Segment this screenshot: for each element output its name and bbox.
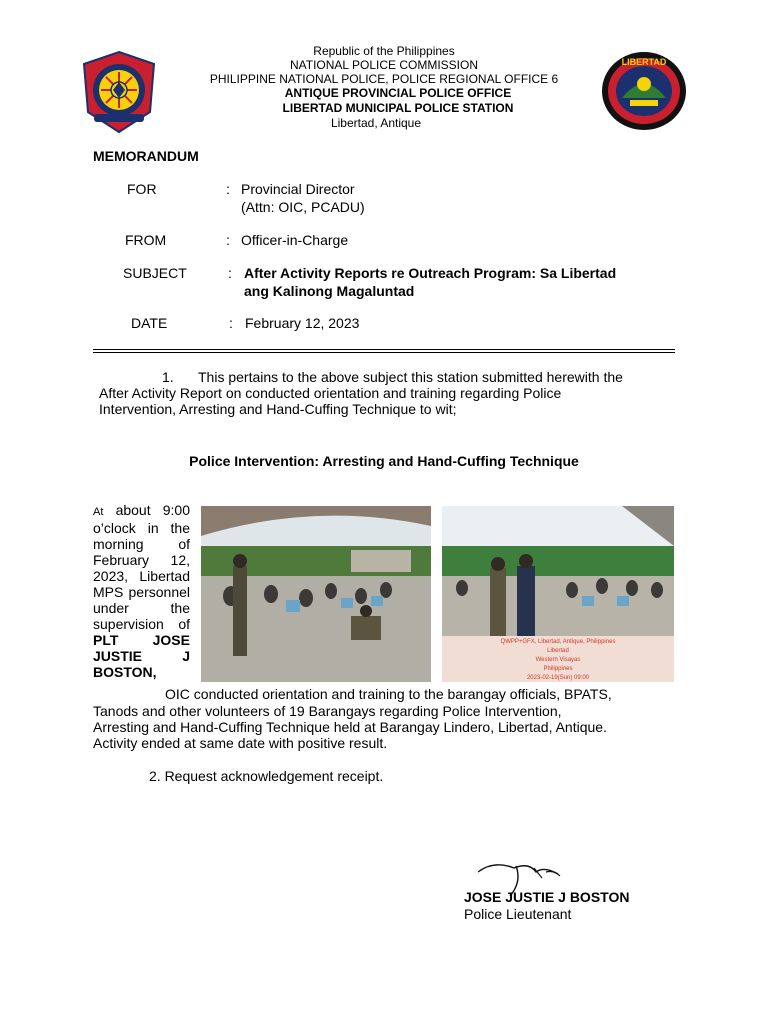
date-colon: : xyxy=(229,315,233,331)
geotag-line4: Philippines xyxy=(543,666,573,672)
para1-line3: Intervention, Arresting and Hand-Cuffing Technique to wit; xyxy=(99,401,457,417)
header-antique-ppo: ANTIQUE PROVINCIAL POLICE OFFICE xyxy=(284,86,512,100)
narrow-paragraph xyxy=(93,502,190,680)
activity-photo-left xyxy=(201,506,431,682)
divider-bottom xyxy=(93,352,675,353)
for-label: FOR xyxy=(127,181,157,197)
para2: 2. Request acknowledgement receipt. xyxy=(149,768,384,784)
date-label: DATE xyxy=(131,315,168,331)
header-location: Libertad, Antique xyxy=(330,116,422,130)
memo-title: MEMORANDUM xyxy=(93,148,199,164)
narrow-rest: about 9:00 o’clock in the morning of February 12, 2023, Libertad MPS personnel under the supervision of xyxy=(93,502,190,632)
body-line2: Tanods and other volunteers of 19 Barangays regarding Police Intervention, xyxy=(93,703,562,719)
from-label: FROM xyxy=(125,232,167,248)
for-value: Provincial Director xyxy=(241,181,355,197)
geotag-line1: QWPP+GFX, Libertad, Antique, Philippines xyxy=(500,639,616,645)
header-pro6: PHILIPPINE NATIONAL POLICE, POLICE REGIONAL OFFICE 6 xyxy=(209,72,559,86)
header-republic: Republic of the Philippines xyxy=(313,44,455,58)
signatory-name: JOSE JUSTIE J BOSTON xyxy=(464,889,630,905)
libertad-mps-seal-logo xyxy=(600,50,688,132)
para1-line2: After Activity Report on conducted orientation and training regarding Police xyxy=(99,385,562,401)
subject-value-line2: ang Kalinong Magaluntad xyxy=(244,283,415,299)
for-attention: (Attn: OIC, PCADU) xyxy=(241,199,365,215)
body-line4: Activity ended at same date with positive result. xyxy=(93,735,388,751)
geotag-line3: Western Visayas xyxy=(535,657,581,663)
subject-value: After Activity Reports re Outreach Program: Sa Libertad xyxy=(244,265,617,281)
activity-photo-right xyxy=(442,506,674,682)
body-line1: OIC conducted orientation and training to the barangay officials, BPATS, xyxy=(165,686,612,702)
from-colon: : xyxy=(226,232,230,248)
divider-top xyxy=(93,349,675,350)
date-value: February 12, 2023 xyxy=(245,315,360,331)
geotag-line5: 2023-02-19(Sun) 09:00 xyxy=(526,675,590,681)
body-line3: Arresting and Hand-Cuffing Technique held at Barangay Lindero, Libertad, Antique. xyxy=(93,719,607,735)
section-title: Police Intervention: Arresting and Hand-Cuffing Technique xyxy=(189,453,579,469)
signatory-title: Police Lieutenant xyxy=(464,906,572,922)
subject-label: SUBJECT xyxy=(123,265,187,281)
header-napolcom: NATIONAL POLICE COMMISSION xyxy=(289,58,479,72)
for-colon: : xyxy=(226,181,230,197)
right-seal-word: LIBERTAD xyxy=(621,57,667,67)
para1-number: 1. xyxy=(162,369,174,385)
narrow-at: At xyxy=(93,506,104,518)
geotag-line2: Libertad xyxy=(547,648,569,654)
para1-line1: This pertains to the above subject this station submitted herewith the xyxy=(198,369,623,385)
officer-name-inline: PLT JOSE JUSTIE J BOSTON, xyxy=(93,632,190,680)
header-libertad-mps: LIBERTAD MUNICIPAL POLICE STATION xyxy=(282,101,514,115)
subject-colon: : xyxy=(228,265,232,281)
from-value: Officer-in-Charge xyxy=(241,232,349,248)
